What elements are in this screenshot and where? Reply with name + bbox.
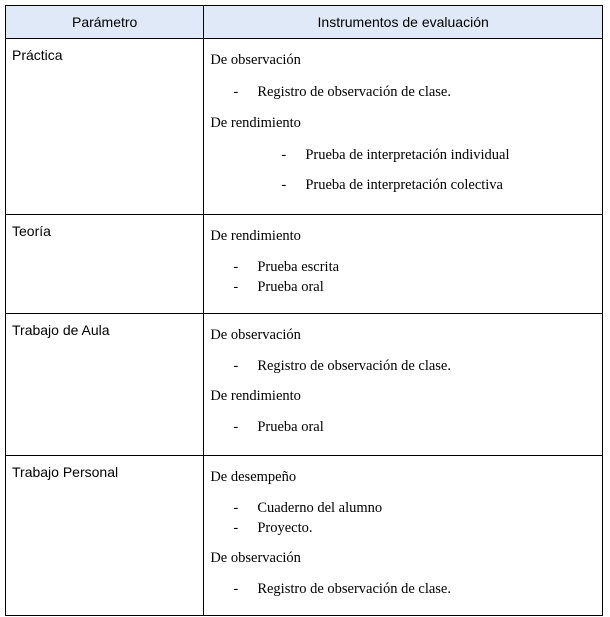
list-item [210,145,596,165]
table-row-practica [6,39,603,215]
item-text: Prueba escrita [257,259,340,275]
item-text: Registro de observación de clase. [257,358,451,374]
group-title: De rendimiento [210,115,301,131]
group-title: De observación [210,550,301,566]
instruments-cell [204,215,603,314]
group-title: De desempeño [210,469,297,485]
item-list [210,145,596,195]
parameter-cell: Teoría [6,215,204,314]
parameter-cell: Trabajo Personal [6,456,204,616]
dash-bullet: - [233,358,239,374]
table-row-teoria [6,215,603,314]
dash-bullet: - [233,500,239,516]
instruments-cell [204,314,603,456]
instruments-cell [204,39,603,215]
item-text: Prueba de interpretación individual [305,147,510,163]
item-text: Prueba oral [257,279,324,295]
dash-bullet: - [233,259,239,275]
group-title: De rendimiento [210,388,301,404]
group-title: De observación [210,327,301,343]
dash-bullet: - [233,419,239,435]
table-row-trabajo-aula [6,314,603,456]
dash-bullet: - [233,581,239,597]
dash-bullet: - [281,147,287,163]
list-item [210,277,596,297]
item-text: Proyecto. [257,520,313,536]
item-list [210,417,596,437]
item-list [210,82,596,102]
dash-bullet: - [281,177,287,193]
item-text: Cuaderno del alumno [257,500,383,516]
parameter-cell: Práctica [6,39,204,215]
item-text: Prueba de interpretación colectiva [305,177,503,193]
list-item [210,579,596,599]
item-text: Registro de observación de clase. [257,581,451,597]
item-list [210,257,596,297]
list-item [210,257,596,277]
header-row [6,6,603,39]
group-title: De rendimiento [210,228,301,244]
list-item [210,417,596,437]
list-item [210,498,596,518]
dash-bullet: - [233,279,239,295]
dash-bullet: - [233,520,239,536]
list-item [210,356,596,376]
list-item [210,175,596,195]
list-item [210,82,596,102]
item-text: Registro de observación de clase. [257,84,451,100]
evaluation-table [5,5,603,616]
dash-bullet: - [233,84,239,100]
header-instruments: Instrumentos de evaluación [204,6,603,39]
list-item [210,518,596,538]
instruments-cell [204,456,603,616]
item-text: Prueba oral [257,419,324,435]
item-list [210,498,596,538]
parameter-cell: Trabajo de Aula [6,314,204,456]
item-list [210,579,596,599]
header-parameter: Parámetro [6,6,204,39]
item-list [210,356,596,376]
group-title: De observación [210,52,301,68]
table-row-trabajo-personal [6,456,603,616]
